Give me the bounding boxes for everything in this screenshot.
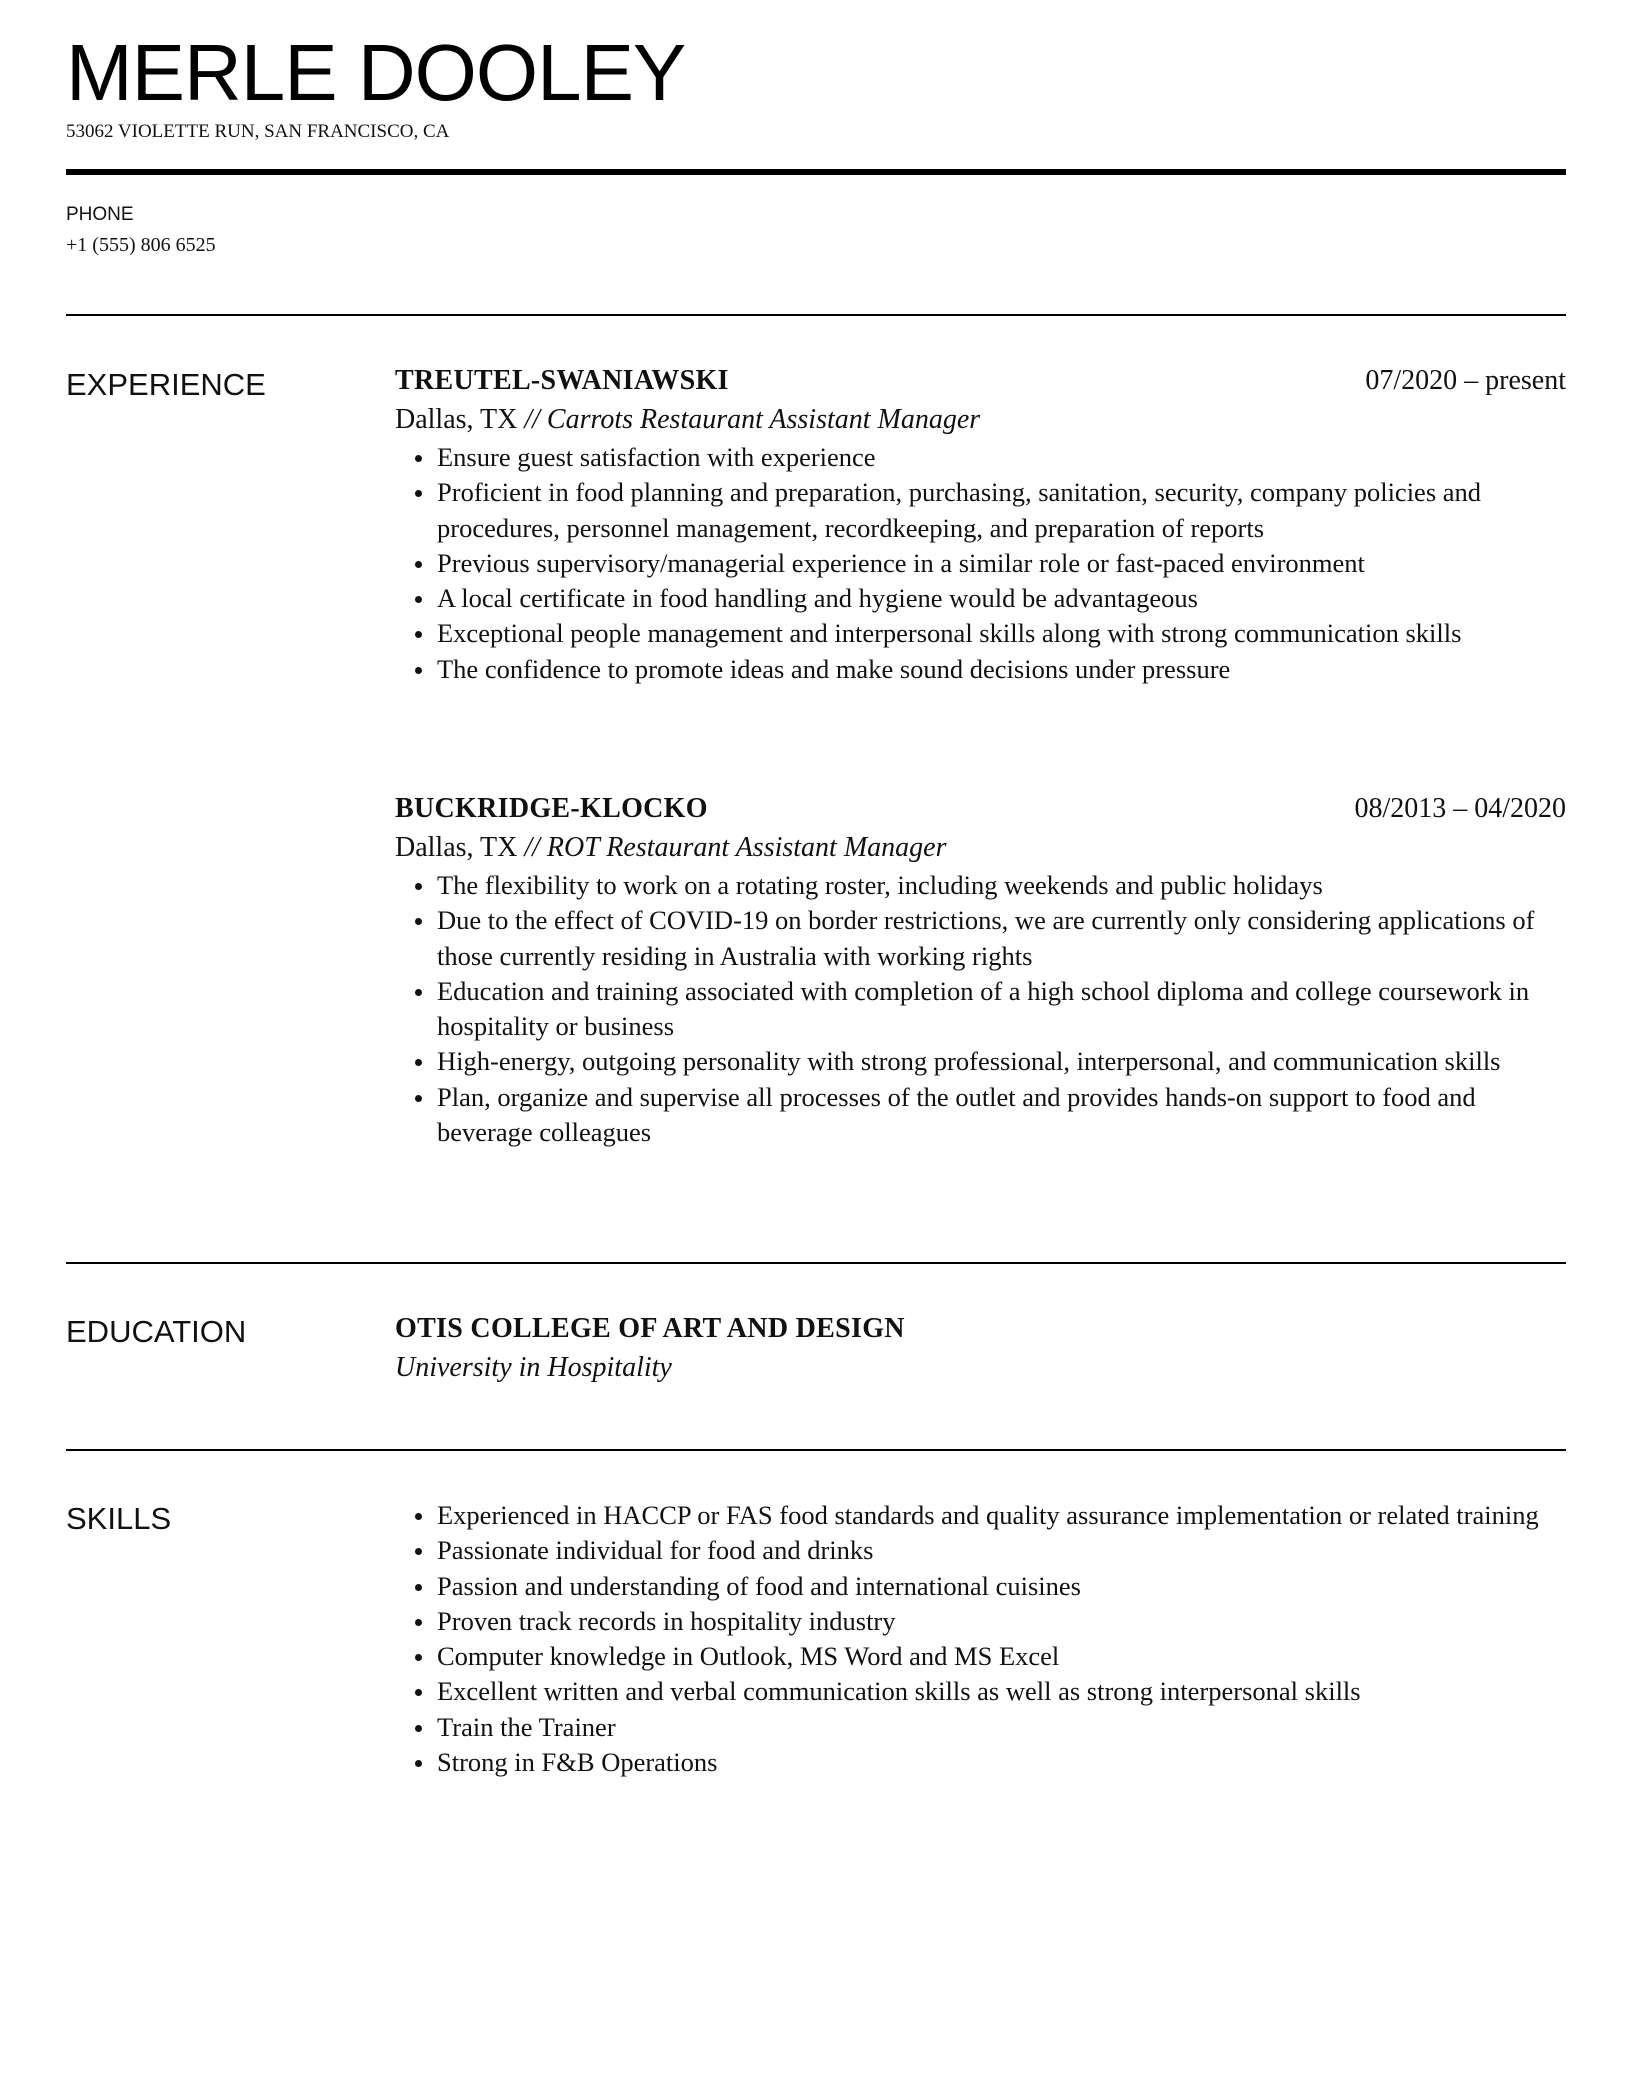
list-item: Plan, organize and supervise all processes of the outlet and provides hands-on support to food and beverage colleagues [395, 1080, 1566, 1151]
list-item: Strong in F&B Operations [395, 1745, 1566, 1780]
list-item: Experienced in HACCP or FAS food standards and quality assurance implementation or related training [395, 1498, 1566, 1533]
candidate-address: 53062 VIOLETTE RUN, SAN FRANCISCO, CA [66, 121, 450, 142]
job-location: Dallas, TX [395, 404, 518, 435]
list-item: Exceptional people management and interpersonal skills along with strong communication skills [395, 616, 1566, 651]
job-bullets [395, 440, 1566, 687]
job-employer: TREUTEL-SWANIAWSKI [395, 365, 729, 396]
education-degree: University in Hospitality [395, 1352, 672, 1383]
list-item: Ensure guest satisfaction with experience [395, 440, 1566, 475]
education-heading: EDUCATION [66, 1314, 247, 1349]
job-entry [395, 362, 1566, 687]
list-item: The flexibility to work on a rotating roster, including weekends and public holidays [395, 868, 1566, 903]
candidate-name: MERLE DOOLEY [66, 28, 686, 117]
phone-label: PHONE [66, 204, 134, 225]
job-role: Carrots Restaurant Assistant Manager [546, 404, 981, 435]
experience-heading: EXPERIENCE [66, 367, 266, 402]
education-school: OTIS COLLEGE OF ART AND DESIGN [395, 1313, 905, 1344]
job-header [395, 362, 1566, 400]
list-item: Education and training associated with completion of a high school diploma and college coursework in hospitality or business [395, 974, 1566, 1045]
list-item: Computer knowledge in Outlook, MS Word and MS Excel [395, 1639, 1566, 1674]
section-divider [66, 1262, 1566, 1264]
list-item: Proven track records in hospitality industry [395, 1604, 1566, 1639]
section-divider [66, 314, 1566, 316]
education-entry [395, 1310, 1566, 1388]
list-item: Passionate individual for food and drinks [395, 1533, 1566, 1568]
phone-number: +1 (555) 806 6525 [66, 234, 216, 256]
job-subline [395, 400, 1566, 440]
list-item: High-energy, outgoing personality with strong professional, interpersonal, and communication skills [395, 1044, 1566, 1079]
job-bullets [395, 868, 1566, 1150]
skills-list [395, 1498, 1566, 1780]
job-dates: 08/2013 – 04/2020 [1354, 793, 1566, 824]
list-item: A local certificate in food handling and hygiene would be advantageous [395, 581, 1566, 616]
header-divider [66, 169, 1566, 175]
list-item: Excellent written and verbal communication skills as well as strong interpersonal skills [395, 1674, 1566, 1709]
list-item: The confidence to promote ideas and make sound decisions under pressure [395, 652, 1566, 687]
job-entry [395, 790, 1566, 1150]
skills-heading: SKILLS [66, 1501, 172, 1536]
list-item: Due to the effect of COVID-19 on border restrictions, we are currently only considering applications of those currently residing in Australia with working rights [395, 903, 1566, 974]
section-divider [66, 1449, 1566, 1451]
job-dates: 07/2020 – present [1365, 365, 1566, 396]
job-employer: BUCKRIDGE-KLOCKO [395, 793, 708, 824]
list-item: Train the Trainer [395, 1710, 1566, 1745]
job-header [395, 790, 1566, 828]
job-role: ROT Restaurant Assistant Manager [546, 832, 947, 863]
skills-bullets [395, 1498, 1566, 1780]
list-item: Previous supervisory/managerial experience in a similar role or fast-paced environment [395, 546, 1566, 581]
list-item: Proficient in food planning and preparation, purchasing, sanitation, security, company policies and procedures, personnel management, recordkeeping, and preparation of reports [395, 475, 1566, 546]
job-location: Dallas, TX [395, 832, 518, 863]
list-item: Passion and understanding of food and international cuisines [395, 1569, 1566, 1604]
job-subline [395, 828, 1566, 868]
job-separator: // [524, 832, 540, 863]
job-separator: // [524, 404, 540, 435]
